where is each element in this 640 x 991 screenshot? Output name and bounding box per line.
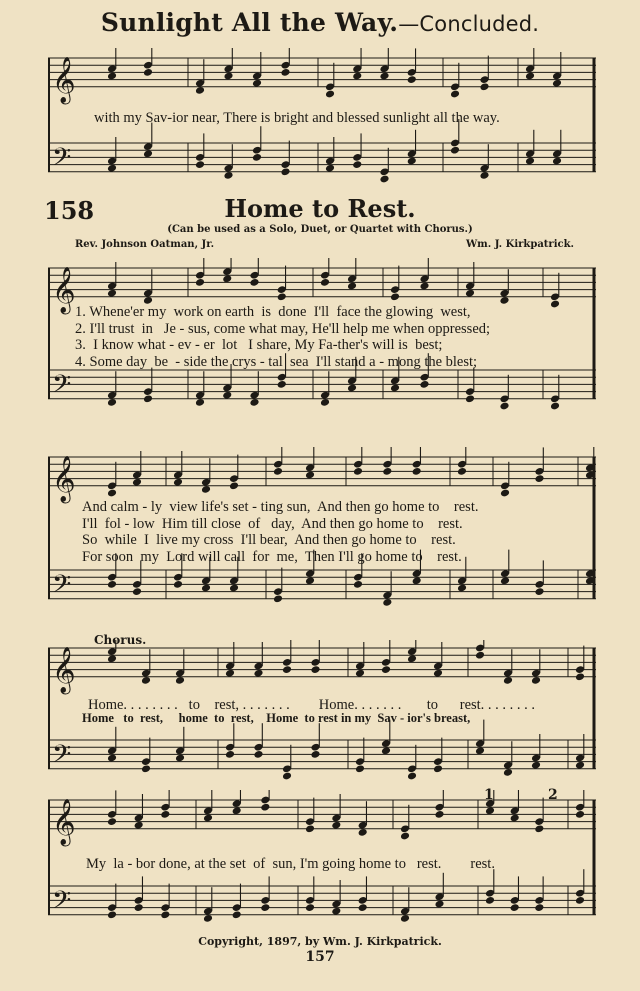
- note-head: [225, 750, 235, 759]
- hymn-author: Rev. Johnson Oatman, Jr.: [75, 239, 215, 250]
- note-head: [282, 665, 292, 674]
- hymn-number: 158: [44, 196, 95, 225]
- note-head: [280, 167, 290, 176]
- note-head: [160, 810, 170, 819]
- note-head: [534, 587, 544, 596]
- header-title: Sunlight All the Way.: [100, 8, 399, 37]
- note-head: [325, 90, 335, 99]
- chorus-line-2: Home to rest, home to rest, Home to rest in my Sav - ior's breast,: [82, 711, 471, 725]
- treble-clef-icon: 𝄞: [52, 56, 76, 103]
- verse-3-line-b: So while I live my cross I'll bear, And then go home to rest.: [82, 532, 456, 548]
- note-head: [550, 300, 560, 309]
- note-head: [305, 903, 315, 912]
- note-head: [134, 903, 144, 912]
- chorus-label: Chorus.: [94, 633, 147, 647]
- bass-clef-icon: 𝄢: [52, 142, 72, 178]
- bass-clef-icon: 𝄢: [52, 569, 72, 605]
- note-head: [534, 474, 544, 483]
- note-head: [160, 910, 170, 919]
- note-head: [260, 803, 270, 812]
- note-head: [575, 672, 585, 681]
- note-head: [534, 824, 544, 833]
- note-head: [534, 903, 544, 912]
- note-head: [260, 903, 270, 912]
- note-head: [141, 764, 151, 773]
- note-head: [382, 467, 392, 476]
- verse-1-line-a: 1. Whene'er my work on earth is done I'll face the glowing west,: [75, 304, 471, 320]
- verse-4-line-b: For soon my Lord will call for me, Then I'll go home to rest.: [82, 548, 462, 565]
- note-head: [390, 292, 400, 301]
- note-head: [277, 380, 287, 389]
- note-head: [381, 665, 391, 674]
- note-head: [499, 402, 509, 411]
- note-head: [450, 146, 460, 155]
- note-head: [320, 278, 330, 287]
- note-head: [550, 402, 560, 411]
- copyright-notice: Copyright, 1897, by Wm. J. Kirkpatrick.: [198, 935, 442, 948]
- note-head: [475, 651, 485, 660]
- chorus-line-1: Home. . . . . . . . to rest, . . . . . . . Home. . . . . . . to rest. . . . . . . .: [88, 697, 536, 713]
- note-head: [485, 896, 495, 905]
- note-head: [479, 82, 489, 91]
- note-head: [229, 481, 239, 490]
- hymn-performance-note: (Can be used as a Solo, Duet, or Quartet with Chorus.): [167, 224, 473, 235]
- header-suffix: —Concluded.: [398, 12, 540, 36]
- note-head: [407, 772, 417, 781]
- note-head: [305, 824, 315, 833]
- note-head: [143, 394, 153, 403]
- first-ending-label: 1: [484, 787, 494, 803]
- note-head: [280, 68, 290, 77]
- note-head: [249, 278, 259, 287]
- note-head: [195, 160, 205, 169]
- note-head: [407, 75, 417, 84]
- verses-block-b: [82, 499, 478, 565]
- page-header: [0, 8, 640, 37]
- verses-block-a: [75, 304, 490, 370]
- note-head: [195, 278, 205, 287]
- treble-clef-icon: 𝄞: [52, 455, 76, 502]
- note-head: [433, 764, 443, 773]
- system-1-lyric: with my Sav-ior near, There is bright and blessed sunlight all the way.: [94, 110, 500, 126]
- verse-1-line-b: And calm - ly view life's set - ting sun, And then go home to rest.: [82, 499, 479, 515]
- bass-clef-icon: 𝄢: [52, 885, 72, 921]
- note-head: [143, 68, 153, 77]
- verse-2-line-b: I'll fol - low Him till close of day, And then go home to rest.: [82, 515, 463, 532]
- note-head: [107, 817, 117, 826]
- note-head: [419, 380, 429, 389]
- verse-3-line-a: 3. I know what - ev - er lot I share, My Fa-ther's will is best;: [75, 337, 443, 353]
- note-head: [510, 903, 520, 912]
- note-head: [310, 665, 320, 674]
- note-head: [355, 764, 365, 773]
- note-head: [253, 750, 263, 759]
- second-ending-label: 2: [548, 787, 558, 803]
- verse-4-line-a: 4. Some day be - side the crys - tal sea I'll stand a - mong the blest;: [75, 353, 478, 370]
- treble-clef-icon: 𝄞: [52, 646, 76, 693]
- note-head: [273, 467, 283, 476]
- note-head: [400, 832, 410, 841]
- note-head: [273, 594, 283, 603]
- note-head: [575, 810, 585, 819]
- note-head: [282, 772, 292, 781]
- note-head: [352, 160, 362, 169]
- page-number: 157: [305, 949, 335, 965]
- note-head: [575, 896, 585, 905]
- note-head: [412, 467, 422, 476]
- note-head: [232, 910, 242, 919]
- hymn-title: Home to Rest.: [224, 194, 416, 223]
- note-head: [277, 292, 287, 301]
- hymn-composer: Wm. J. Kirkpatrick.: [465, 239, 574, 250]
- note-head: [353, 580, 363, 589]
- note-head: [353, 467, 363, 476]
- note-head: [107, 580, 117, 589]
- note-head: [107, 910, 117, 919]
- chorus-line-3: My la - bor done, at the set of sun, I'm going home to rest. rest.: [86, 856, 495, 872]
- treble-clef-icon: 𝄞: [52, 798, 76, 845]
- bass-clef-icon: 𝄢: [52, 739, 72, 775]
- bass-clef-icon: 𝄢: [52, 369, 72, 405]
- note-head: [465, 394, 475, 403]
- note-head: [252, 153, 262, 162]
- treble-clef-icon: 𝄞: [52, 266, 76, 313]
- note-head: [450, 90, 460, 99]
- note-head: [500, 489, 510, 498]
- note-head: [457, 467, 467, 476]
- note-head: [132, 587, 142, 596]
- note-head: [358, 903, 368, 912]
- verse-2-line-a: 2. I'll trust in Je - sus, come what may, He'll help me when oppressed;: [75, 320, 491, 337]
- note-head: [379, 175, 389, 184]
- note-head: [310, 750, 320, 759]
- note-head: [173, 580, 183, 589]
- note-head: [107, 489, 117, 498]
- note-head: [434, 810, 444, 819]
